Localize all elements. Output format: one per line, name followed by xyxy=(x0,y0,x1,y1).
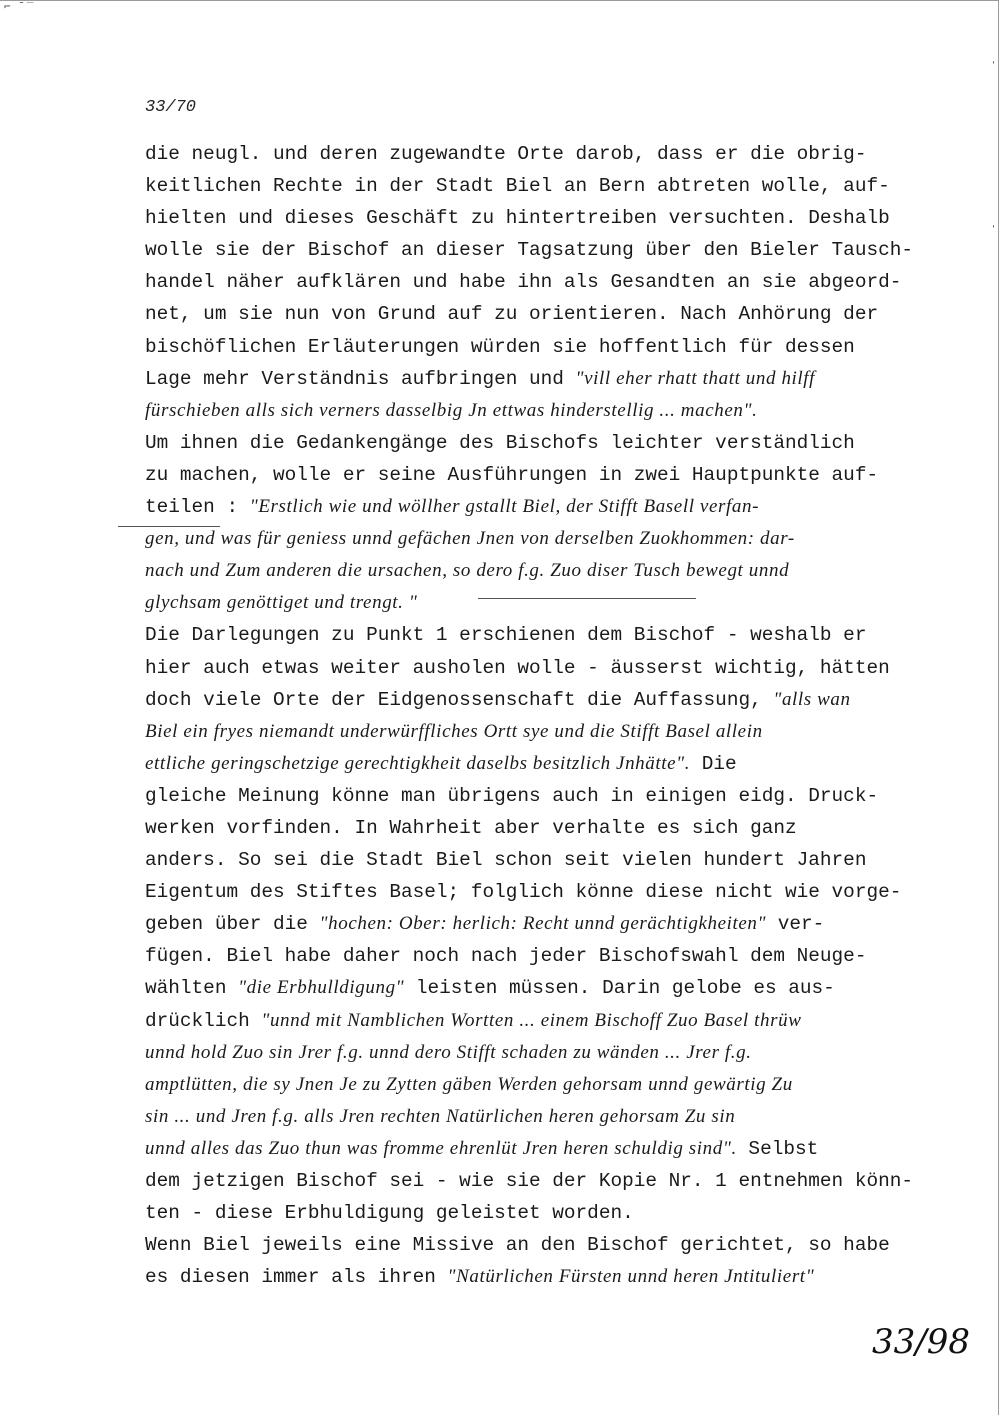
line-text: bischöflichen Erläuterungen würden sie hoffentlich für dessen xyxy=(145,335,855,358)
historical-quote: nach und Zum anderen die ursachen, so dero f.g. Zuo diser Tusch bewegt unnd xyxy=(145,560,790,582)
historical-quote: sin ... und Jren f.g. alls Jren rechten Natürlichen heren gehorsam Zu sin xyxy=(145,1105,736,1127)
text-line xyxy=(145,812,945,844)
line-text: leisten müssen. Darin gelobe es aus- xyxy=(404,977,835,1000)
text-line xyxy=(145,1229,945,1261)
text-line xyxy=(145,1069,945,1101)
text-line xyxy=(145,652,945,684)
historical-quote: "vill eher rhatt thatt und hilff xyxy=(575,367,816,389)
strike-rule xyxy=(478,598,696,599)
margin-tick-mark: ' xyxy=(992,224,995,235)
text-line xyxy=(145,587,945,619)
text-line xyxy=(145,844,945,876)
line-text: werken vorfinden. In Wahrheit aber verhalte es sich ganz xyxy=(145,816,797,839)
line-text: hier auch etwas weiter ausholen wolle - äusserst wichtig, hätten xyxy=(145,656,890,679)
text-line xyxy=(145,523,945,555)
line-text: doch viele Orte der Eidgenossenschaft die Auffassung, xyxy=(145,688,774,711)
line-text: anders. So sei die Stadt Biel schon seit vielen hundert Jahren xyxy=(145,849,867,872)
historical-quote: unnd hold Zuo sin Jrer f.g. unnd dero Stifft schaden zu wänden ... Jrer f.g. xyxy=(145,1041,752,1063)
text-line xyxy=(145,908,945,940)
text-line xyxy=(145,491,945,523)
line-text: net, um sie nun von Grund auf zu orientieren. Nach Anhörung der xyxy=(145,303,879,326)
text-line xyxy=(145,363,945,395)
text-line xyxy=(145,266,945,298)
line-text: Wenn Biel jeweils eine Missive an den Bischof gerichtet, so habe xyxy=(145,1234,890,1257)
historical-quote: "alls wan xyxy=(773,688,851,710)
line-text: wählten xyxy=(145,977,239,1000)
line-text: wolle sie der Bischof an dieser Tagsatzung über den Bieler Tausch- xyxy=(145,239,913,262)
line-text: drücklich xyxy=(145,1009,262,1032)
text-line xyxy=(145,1133,945,1165)
text-line xyxy=(145,234,945,266)
text-line xyxy=(145,876,945,908)
historical-quote: "die Erbhulldigung" xyxy=(238,977,405,999)
text-line xyxy=(145,780,945,812)
text-line xyxy=(145,395,945,427)
text-line xyxy=(145,170,945,202)
historical-quote: "hochen: Ober: herlich: Recht unnd gerächtigkheiten" xyxy=(319,913,767,935)
line-text: handel näher aufklären und habe ihn als Gesandten an sie abgeord- xyxy=(145,271,902,294)
line-text: fügen. Biel habe daher noch nach jeder Bischofswahl dem Neuge- xyxy=(145,945,867,968)
text-line xyxy=(145,619,945,651)
text-line xyxy=(145,427,945,459)
text-line xyxy=(145,331,945,363)
line-text: ten - diese Erbhuldigung geleistet worden. xyxy=(145,1202,634,1225)
text-line xyxy=(145,202,945,234)
line-text: Um ihnen die Gedankengänge des Bischofs leichter verständlich xyxy=(145,431,855,454)
historical-quote: Biel ein fryes niemandt underwürffliches Ortt sye und die Stifft Basel allein xyxy=(145,720,763,742)
text-line xyxy=(145,555,945,587)
line-text: Selbst xyxy=(736,1137,819,1160)
folio-number: 33/98 xyxy=(872,1322,970,1362)
line-text: teilen : xyxy=(145,496,250,519)
text-line xyxy=(145,716,945,748)
line-text: hielten und dieses Geschäft zu hintertreiben versuchten. Deshalb xyxy=(145,207,890,230)
line-text: zu machen, wolle er seine Ausführungen in zwei Hauptpunkte auf- xyxy=(145,463,879,486)
text-line xyxy=(145,459,945,491)
historical-quote: amptlütten, die sy Jnen Je zu Zytten gäben Werden gehorsam unnd gewärtig Zu xyxy=(145,1073,793,1095)
line-text: Die xyxy=(690,752,737,775)
historical-quote: "Natürlichen Fürsten unnd heren Jntituliert" xyxy=(447,1266,815,1288)
text-line xyxy=(145,684,945,716)
page-reference: 33/70 xyxy=(145,98,197,117)
corner-mark: ⌐ ̄ ‾ xyxy=(4,0,35,13)
text-line xyxy=(145,1101,945,1133)
line-text: es diesen immer als ihren xyxy=(145,1266,448,1289)
text-line xyxy=(145,1037,945,1069)
line-text: Eigentum des Stiftes Basel; folglich könne diese nicht wie vorge- xyxy=(145,881,902,904)
text-line xyxy=(145,1197,945,1229)
line-text: keitlichen Rechte in der Stadt Biel an Bern abtreten wolle, auf- xyxy=(145,175,890,198)
line-text: gleiche Meinung könne man übrigens auch in einigen eidg. Druck- xyxy=(145,784,879,807)
text-line xyxy=(145,1005,945,1037)
historical-quote: unnd alles das Zuo thun was fromme ehrenlüt Jren heren schuldig sind". xyxy=(145,1137,737,1159)
historical-quote: "Erstlich wie und wöllher gstallt Biel, der Stifft Basell verfan- xyxy=(249,496,760,518)
historical-quote: gen, und was für geniess unnd gefächen Jnen von derselben Zuokhommen: dar- xyxy=(145,528,795,550)
document-body xyxy=(145,138,945,1293)
line-text: Lage mehr Verständnis aufbringen und xyxy=(145,367,576,390)
line-text: die neugl. und deren zugewandte Orte darob, dass er die obrig- xyxy=(145,143,867,165)
text-line xyxy=(145,972,945,1004)
line-text: dem jetzigen Bischof sei - wie sie der Kopie Nr. 1 entnehmen könn- xyxy=(145,1170,913,1192)
line-text: ver- xyxy=(766,913,825,936)
text-line xyxy=(145,298,945,330)
text-line xyxy=(145,138,945,170)
line-text: geben über die xyxy=(145,913,320,936)
line-text: Die Darlegungen zu Punkt 1 erschienen dem Bischof - weshalb er xyxy=(145,624,867,647)
text-line xyxy=(145,1165,945,1197)
strike-rule xyxy=(118,526,220,527)
historical-quote: glychsam genöttiget und trengt. " xyxy=(145,592,418,614)
historical-quote: ettliche geringschetzige gerechtigkheit daselbs besitzlich Jnhätte". xyxy=(145,752,691,774)
text-line xyxy=(145,940,945,972)
text-line xyxy=(145,748,945,780)
margin-tick-mark: ' xyxy=(992,60,995,71)
historical-quote: "unnd mit Namblichen Wortten ... einem Bischoff Zuo Basel thrüw xyxy=(261,1009,802,1031)
historical-quote: fürschieben alls sich verners dasselbig Jn ettwas hinderstellig ... machen". xyxy=(145,399,758,421)
text-line xyxy=(145,1261,945,1293)
